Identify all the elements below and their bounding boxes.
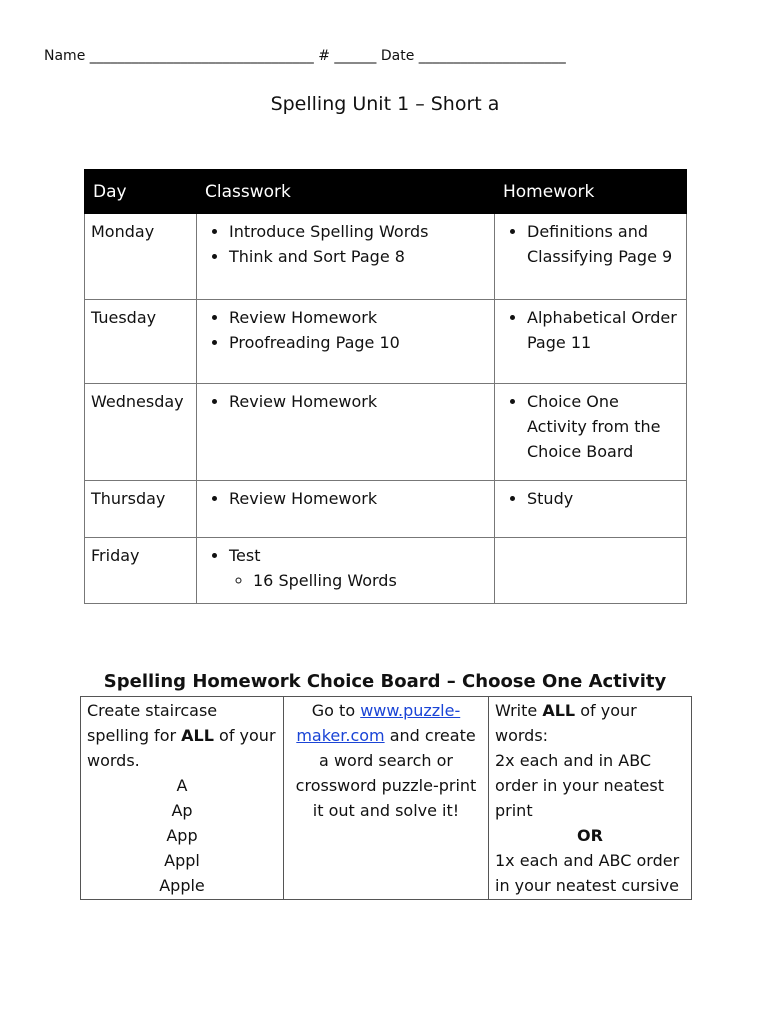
classwork-item: • Introduce Spelling Words <box>229 219 488 244</box>
homework-cell <box>495 481 687 538</box>
write-bold: ALL <box>542 701 576 720</box>
homework-item: • Study <box>527 486 680 511</box>
table-row <box>85 214 687 300</box>
staircase-bold: ALL <box>181 726 214 745</box>
homework-item: • Definitions and Classifying Page 9 <box>527 219 680 269</box>
schedule-header-row <box>85 170 687 214</box>
classwork-item: • Review Homework <box>229 486 488 511</box>
homework-cell <box>495 214 687 300</box>
homework-cell <box>495 384 687 481</box>
classwork-item: • Review Homework <box>229 389 488 414</box>
puzzle-text-b: and create a word search or crossword puzzle-print it out and solve it! <box>295 726 477 820</box>
day-cell: Monday <box>85 214 197 300</box>
classwork-item: • Think and Sort Page 8 <box>229 244 488 269</box>
choice-puzzle-cell <box>284 697 489 900</box>
classwork-cell <box>197 300 495 384</box>
table-row <box>85 538 687 604</box>
homework-item: • Alphabetical Order Page 11 <box>527 305 680 355</box>
staircase-step: Appl <box>164 851 200 870</box>
write-or-text: OR <box>577 826 603 845</box>
choice-board-title: Spelling Homework Choice Board – Choose One Activity <box>103 671 667 692</box>
schedule-table <box>84 169 687 604</box>
name-blank[interactable]: ________________________________ <box>89 48 314 64</box>
table-row <box>85 481 687 538</box>
homework-cell <box>495 538 687 604</box>
choice-board-row <box>81 697 692 900</box>
staircase-list <box>87 773 277 898</box>
write-text-c: 2x each and in ABC order in your neatest print <box>495 751 664 820</box>
write-text-a: Write <box>495 701 538 720</box>
classwork-item <box>229 543 488 593</box>
staircase-step: Apple <box>159 876 205 895</box>
classwork-item-text: Test <box>229 546 261 565</box>
homework-item: • Choice One Activity from the Choice Board <box>527 389 680 464</box>
staircase-step: App <box>166 826 198 845</box>
name-label: Name <box>44 48 86 64</box>
day-cell: Friday <box>85 538 197 604</box>
table-row <box>85 384 687 481</box>
classwork-item: • Review Homework <box>229 305 488 330</box>
header-day: Day <box>85 170 197 214</box>
day-cell: Tuesday <box>85 300 197 384</box>
staircase-step: Ap <box>171 801 193 820</box>
classwork-cell <box>197 481 495 538</box>
table-row <box>85 300 687 384</box>
classwork-cell <box>197 214 495 300</box>
choice-write-cell <box>489 697 692 900</box>
choice-staircase-cell <box>81 697 284 900</box>
choice-board-table <box>80 696 692 900</box>
page-title: Spelling Unit 1 – Short a <box>270 93 500 115</box>
classwork-subitem: ◦ 16 Spelling Words <box>253 568 488 593</box>
write-text-d: 1x each and ABC order in your neatest cursive <box>495 851 680 895</box>
day-cell: Thursday <box>85 481 197 538</box>
classwork-cell <box>197 538 495 604</box>
staircase-text-a: Create staircase spelling for <box>87 701 218 745</box>
classwork-cell <box>197 384 495 481</box>
staircase-step: A <box>176 776 188 795</box>
write-or <box>495 823 685 848</box>
number-blank[interactable]: ______ <box>334 48 377 64</box>
header-classwork: Classwork <box>197 170 495 214</box>
date-blank[interactable]: _____________________ <box>418 48 566 64</box>
name-number-date-line <box>44 48 734 64</box>
number-label: # <box>318 48 330 64</box>
puzzle-maker-link[interactable]: www.puzzle-maker.com <box>296 701 461 745</box>
homework-cell <box>495 300 687 384</box>
write-text-b: of your words: <box>495 701 637 745</box>
header-homework: Homework <box>495 170 687 214</box>
puzzle-text-a: Go to <box>311 701 356 720</box>
classwork-item: • Proofreading Page 10 <box>229 330 488 355</box>
date-label: Date <box>380 48 415 64</box>
day-cell: Wednesday <box>85 384 197 481</box>
staircase-text-b: of your words. <box>87 726 276 770</box>
